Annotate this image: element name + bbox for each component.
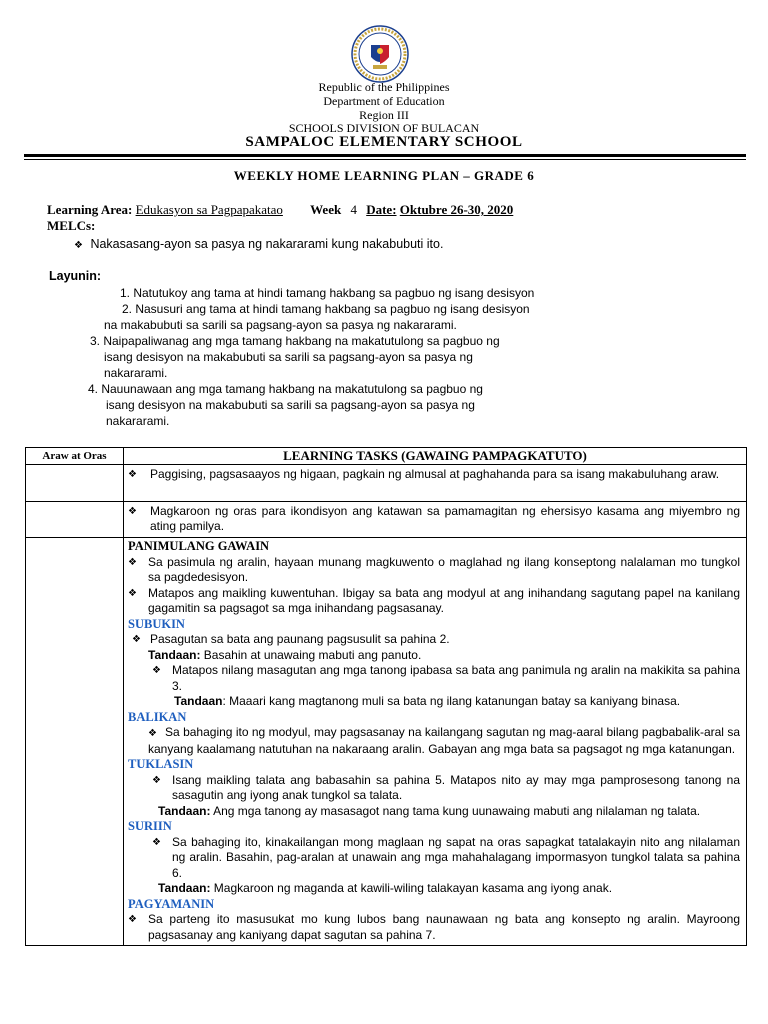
week-value: 4: [350, 202, 357, 217]
school-name: SAMPALOC ELEMENTARY SCHOOL: [245, 134, 523, 150]
table-cell-task: [124, 502, 747, 538]
tandaan-text: Magkaroon ng maganda at kawili-wiling talakayan kasama ang iyong anak.: [213, 881, 613, 895]
layunin-item-3-cont2: nakararami.: [104, 366, 168, 380]
plan-title: WEEKLY HOME LEARNING PLAN – GRADE 6: [233, 168, 535, 183]
tuklasin-item-1: Isang maikling talata ang babasahin sa pahina 5. Matapos nito ay may mga pamprosesong tanong na sasagutin ang iyong anak tungkol sa talata.: [172, 772, 740, 802]
melcs-label: MELCs:: [47, 218, 96, 233]
balikan-item-1: [128, 725, 740, 757]
bullet-icon: ❖: [128, 469, 137, 480]
layunin-item-4-cont: isang desisyon na makabubuti sa sarili sa pagsang-ayon sa pasya ng: [106, 398, 475, 412]
header-department: Department of Education: [323, 94, 445, 108]
section-suriin: SURIIN: [128, 819, 172, 833]
pagyamanin-item-1: Sa parteng ito masusukat mo kung lubos bang naunawaan ng bata ang konsepto ng aralin. Mayroong pagsasanay ang kaniyang dapat sagutan sa pahina 7.: [148, 912, 740, 942]
tandaan-text: Basahin at unawaing mabuti ang panuto.: [203, 647, 422, 662]
bullet-icon: ❖: [152, 836, 161, 848]
subukin-item-1: Pasagutan sa bata ang paunang pagsusulit sa pahina 2.: [150, 632, 450, 646]
suriin-item-1: Sa bahaging ito, kinakailangan mong maglaan ng sapat na oras sapagkat tatalakayin nito ang nilalaman ng aralin. Basahin, pag-aralan at unawain ang mga mahahalagang impormasyon tungkol talata sa pahina 6.: [172, 834, 740, 880]
tandaan-label: Tandaan:: [158, 803, 211, 818]
col-header-araw: Araw at Oras: [26, 448, 124, 465]
bullet-icon: ❖: [74, 240, 83, 251]
melc-item: [74, 236, 443, 254]
table-cell-task: [124, 538, 747, 946]
tandaan-label: Tandaan:: [148, 647, 201, 662]
layunin-item-3-cont: isang desisyon na makabubuti sa sarili sa pagsang-ayon sa pasya ng: [104, 350, 473, 364]
layunin-item-2-cont: na makabubuti sa sarili sa pagsang-ayon sa pasya ng nakararami.: [104, 318, 457, 332]
bullet-icon: ❖: [128, 587, 137, 599]
header-region: Region III: [359, 108, 409, 122]
task-row-1-text: Paggising, pagsasaayos ng higaan, pagkain ng almusal at paghahanda para sa isang makabuluhang araw.: [150, 467, 720, 481]
table-row: [26, 465, 747, 502]
week-label: Week: [310, 202, 342, 217]
bullet-icon: ❖: [128, 556, 137, 568]
section-panimula: PANIMULANG GAWAIN: [128, 539, 270, 553]
bullet-icon: ❖: [152, 665, 161, 676]
layunin-label: Layunin:: [49, 269, 102, 283]
section-balikan: BALIKAN: [128, 709, 187, 724]
section-tuklasin: TUKLASIN: [128, 757, 194, 771]
deped-seal-logo: [351, 25, 409, 83]
task-row-2-text: Magkaroon ng oras para ikondisyon ang katawan sa pamamagitan ng ehersisyo kasama ang miyembro ng ating pamilya.: [150, 504, 740, 533]
info-line: [47, 202, 623, 218]
layunin-item-1: 1. Natutukoy ang tama at hindi tamang hakbang sa pagbuo ng isang desisyon: [120, 286, 535, 300]
header-republic: Republic of the Philippines: [318, 80, 450, 94]
bullet-icon: ❖: [128, 914, 137, 925]
melc-text: Nakasasang-ayon sa pasya ng nakararami kung nakabubuti ito.: [90, 237, 444, 251]
suriin-tandaan: [128, 881, 740, 897]
table-cell-time: [26, 465, 124, 502]
section-subukin: SUBUKIN: [128, 616, 185, 631]
learning-tasks-table: [25, 447, 747, 946]
bullet-icon: ❖: [148, 728, 158, 739]
table-cell-time: [26, 502, 124, 538]
learning-area-label: Learning Area:: [47, 202, 133, 217]
bullet-icon: ❖: [152, 774, 161, 786]
header-division: SCHOOLS DIVISION OF BULACAN: [288, 121, 480, 135]
learning-area-value: Edukasyon sa Pagpapakatao: [135, 202, 283, 217]
tandaan-label: Tandaan:: [158, 881, 211, 895]
section-pagyamanin: PAGYAMANIN: [128, 896, 215, 911]
col-header-tasks: LEARNING TASKS (GAWAING PAMPAGKATUTO): [124, 448, 747, 465]
layunin-item-3: 3. Naipapaliwanag ang mga tamang hakbang na makatutulong sa pagbuo ng: [90, 334, 500, 348]
tandaan-text: Ang mga tanong ay masasagot nang tama kung uunawaing mabuti ang nilalaman ng talata.: [213, 803, 701, 818]
table-header-row: [26, 448, 747, 465]
header-rule-thin: [24, 159, 746, 160]
balikan-text: Sa bahaging ito ng modyul, may pagsasanay na kailangang sagutan ng mag-aaral bilang pagbabalik-aral sa kanyang kaalamang natutuhan na nakaraang aralin. Gabayan ang mga bata sa pagsagot ng mga katanungan.: [148, 725, 741, 756]
table-cell-task: [124, 465, 747, 502]
layunin-item-4-cont2: nakararami.: [106, 414, 170, 428]
layunin-item-2: 2. Nasusuri ang tama at hindi tamang hakbang sa pagbuo ng isang desisyon: [122, 302, 530, 316]
tuklasin-tandaan: [128, 804, 740, 820]
bullet-icon: ❖: [132, 634, 141, 645]
bullet-icon: ❖: [128, 506, 137, 517]
subukin-tandaan-2: [128, 694, 740, 710]
tandaan-text: : Maaari kang magtanong muli sa bata ng ilang katanungan batay sa kaniyang binasa.: [222, 694, 681, 708]
panimula-item-1: Sa pasimula ng aralin, hayaan munang magkuwento o maglahad ng ilang konseptong nalalaman mo tungkol sa pagdedesisyon.: [148, 554, 740, 584]
subukin-item-2: Matapos nilang masagutan ang mga tanong ipabasa sa bata ang panimula ng aralin na makikita sa pahina 3.: [172, 663, 740, 693]
table-row: [26, 502, 747, 538]
date-value: Oktubre 26-30, 2020: [399, 202, 514, 217]
table-cell-time: [26, 538, 124, 946]
panimula-item-2: Matapos ang maikling kuwentuhan. Ibigay sa bata ang modyul at ang inihandang sagutang papel na kanilang gagamitin sa pagsagot sa mga inihandang pagsasanay.: [148, 585, 740, 615]
layunin-item-4: 4. Nauunawaan ang mga tamang hakbang na makatutulong sa pagbuo ng: [88, 382, 483, 396]
header-rule-thick: [24, 154, 746, 157]
table-row: [26, 538, 747, 946]
tandaan-label: Tandaan: [174, 694, 223, 708]
date-label: Date:: [366, 202, 397, 217]
subukin-tandaan: [128, 648, 740, 664]
